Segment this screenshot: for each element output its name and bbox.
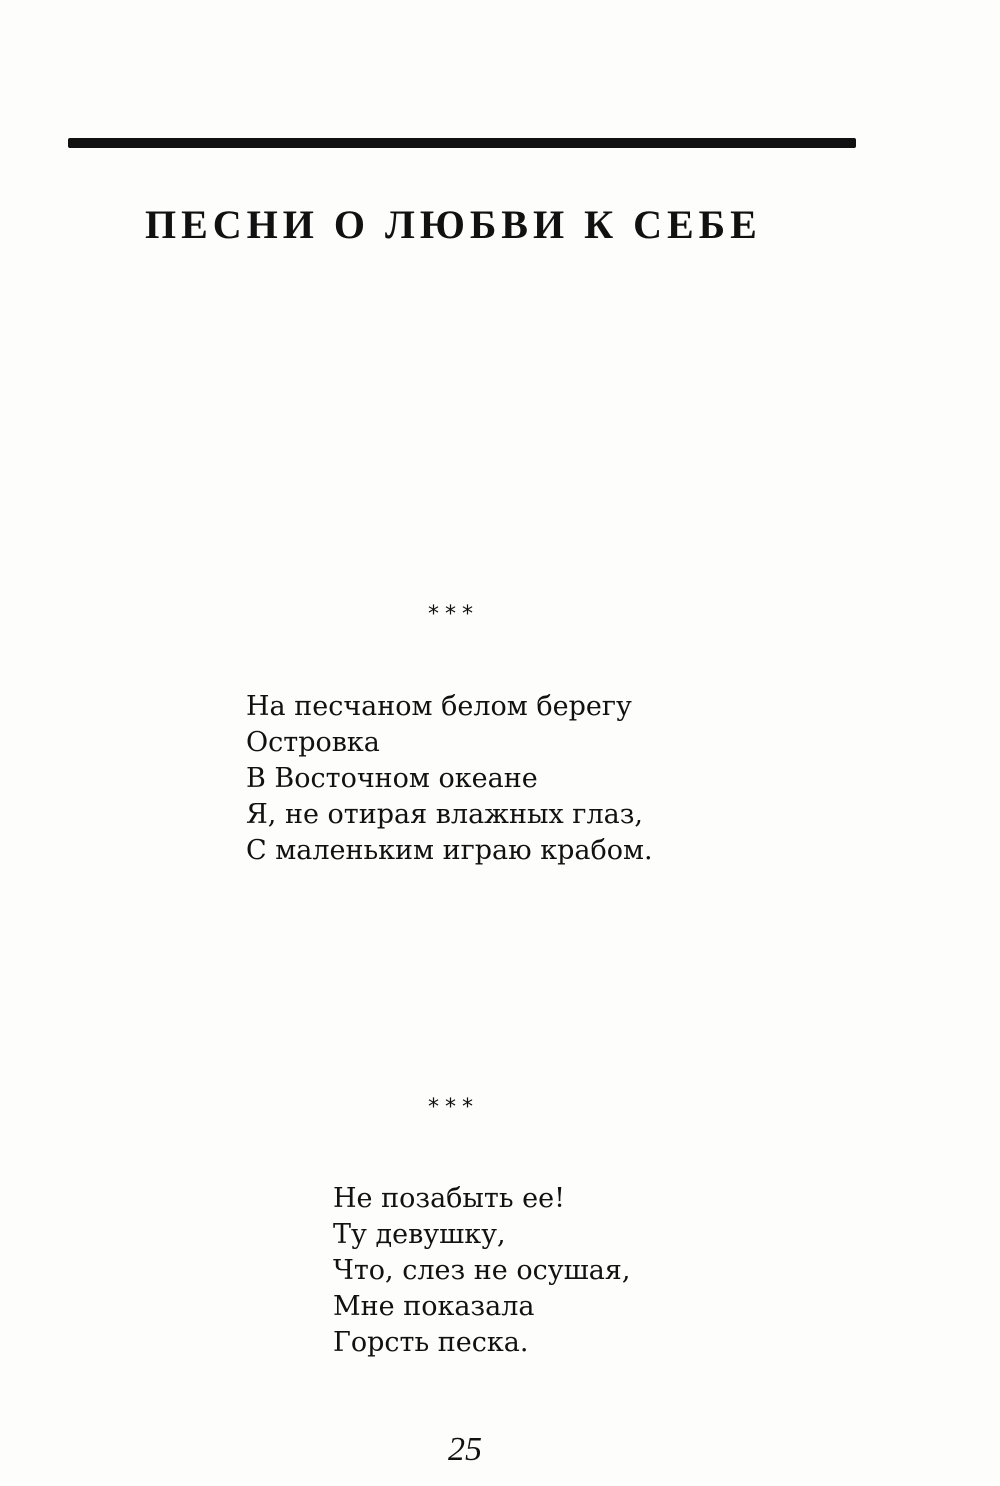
poem-line: Мне показала	[333, 1291, 535, 1322]
poem-line: На песчаном белом берегу	[246, 691, 632, 722]
poem-line: В Восточном океане	[246, 763, 538, 794]
poem-line: Не позабыть ее!	[333, 1183, 565, 1214]
poem-separator: ***	[428, 1095, 479, 1120]
page-number: 25	[448, 1431, 482, 1468]
poem-line: С маленьким играю крабом.	[246, 835, 653, 866]
poem-line: Горсть песка.	[333, 1327, 529, 1358]
section-title: ПЕСНИ О ЛЮБВИ К СЕБЕ	[145, 202, 762, 247]
poem-line: Что, слез не осушая,	[333, 1255, 631, 1286]
poem-line: Ту девушку,	[333, 1219, 506, 1250]
poem-line: Островка	[246, 727, 380, 758]
top-rule	[68, 138, 856, 148]
poem	[333, 1181, 630, 1361]
poem	[246, 689, 653, 869]
poem-line: Я, не отирая влажных глаз,	[246, 799, 643, 830]
poem-separator: ***	[428, 602, 479, 627]
